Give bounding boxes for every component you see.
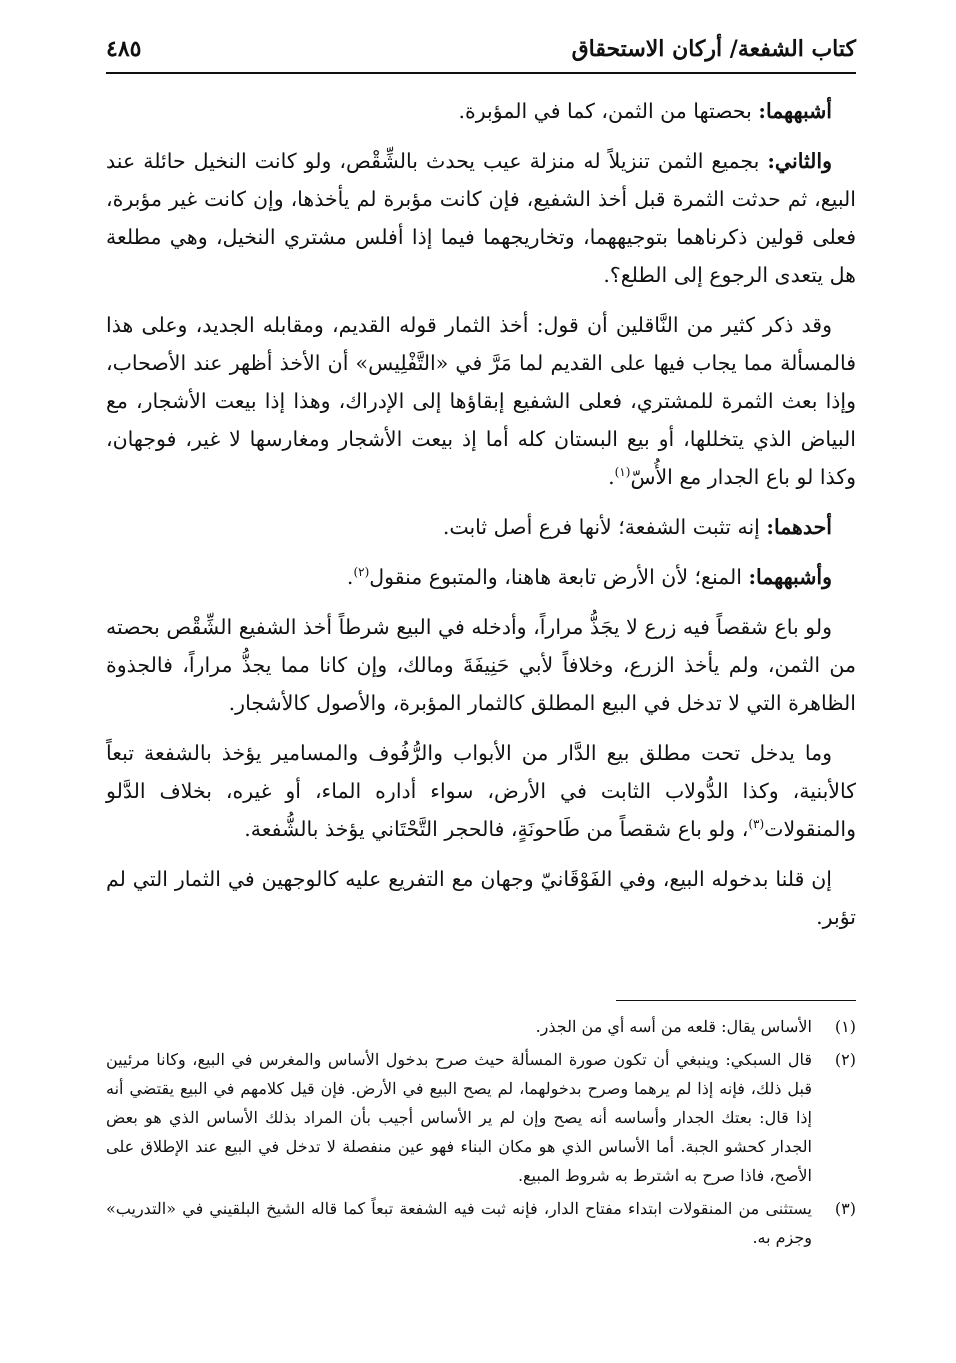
paragraph-keyword: أحدهما: — [766, 515, 832, 539]
footnote-number: (٢) — [834, 1050, 856, 1069]
page-number: ٤٨٥ — [106, 36, 142, 62]
paragraph-text: وما يدخل تحت مطلق بيع الدَّار من الأبواب والرُّفُوف والمسامير يؤخذ بالشفعة تبعاً كالأبنية، وكذا الدُّولاب الثابت في الأرض، سواء أداره الماء، أو غيره، بخلاف الدَّلو والمنقولات — [106, 741, 856, 841]
paragraph-keyword: والثاني: — [767, 149, 832, 173]
paragraph-1 — [106, 92, 856, 130]
paragraph-2 — [106, 142, 856, 294]
paragraph-3 — [106, 306, 856, 496]
footnote-number: (١) — [834, 1017, 856, 1036]
main-text — [106, 92, 856, 948]
paragraph-7 — [106, 734, 856, 848]
paragraph-text: إن قلنا بدخوله البيع، وفي الفَوْقَانيّ وجهان مع التفريع عليه كالوجهين في الثمار التي لم تؤبر. — [106, 867, 856, 929]
footnote-divider — [616, 1000, 856, 1001]
running-header — [106, 30, 856, 74]
footnote-1 — [106, 1012, 856, 1041]
paragraph-text: بحصتها من الثمن، كما في المؤبرة. — [458, 99, 759, 123]
footnote-2 — [106, 1045, 856, 1190]
paragraph-text: ولو باع شقصاً فيه زرع لا يجَذُّ مراراً، وأدخله في البيع شرطاً أخذ الشفيع الشِّقْص بحصته من الثمن، ولم يأخذ الزرع، وخلافاً لأبي حَنِيفَةَ ومالك، وإن كانا مما يجذُّ مراراً، فالجذوة الظاهرة التي لا تدخل في البيع المطلق كالثمار المؤبرة، والأصول كالأشجار. — [106, 615, 856, 715]
footnote-text: يستثنى من المنقولات ابتداء مفتاح الدار، فإنه ثبت فيه الشفعة تبعاً كما قاله الشيخ البلقيني في «التدريب» وجزم به. — [106, 1199, 812, 1247]
paragraph-5 — [106, 558, 856, 596]
footnote-ref-3[interactable]: (٣) — [748, 817, 765, 832]
paragraph-text: المنع؛ لأن الأرض تابعة هاهنا، والمتبوع منقول — [369, 565, 749, 589]
footnotes — [106, 1012, 856, 1256]
paragraph-keyword: أشبههما: — [758, 99, 832, 123]
footnote-ref-2[interactable]: (٢) — [353, 565, 370, 580]
paragraph-8 — [106, 860, 856, 936]
footnote-ref-1[interactable]: (١) — [614, 465, 631, 480]
paragraph-text: بجميع الثمن تنزيلاً له منزلة عيب يحدث بالشِّقْص، ولو كانت النخيل حائلة عند البيع، ثم حدثت الثمرة قبل أخذ الشفيع، فإن كانت مؤبرة لم يأخذها، وإن كانت غير مؤبرة، فعلى قولين ذكرناهما بتوجيههما، وتخاريجهما فيما إذا أفلس مشتري النخيل، وهي مطلعة هل يتعدى الرجوع إلى الطلع؟. — [106, 149, 856, 287]
paragraph-text: إنه تثبت الشفعة؛ لأنها فرع أصل ثابت. — [442, 515, 767, 539]
chapter-title: كتاب الشفعة/ أركان الاستحقاق — [571, 36, 856, 62]
paragraph-tail: . — [346, 565, 354, 589]
footnote-number: (٣) — [834, 1199, 856, 1218]
footnote-3 — [106, 1194, 856, 1252]
paragraph-text: وقد ذكر كثير من النَّاقلين أن قول: أخذ الثمار قوله القديم، ومقابله الجديد، وعلى هذا فالمسألة مما يجاب فيها على القديم لما مَرَّ في «التَّفْلِيس» أن الأخذ أظهر عند الأصحاب، وإذا بعث الثمرة للمشتري، فعلى الشفيع إبقاؤها إلى الإدراك، وهذا إذا بيعت الأشجار، مع البياض الذي يتخللها، أو بيع البستان كله أما إذ بيعت الأشجار ومغارسها لا غير، فوجهان، وكذا لو باع الجدار مع الأُسّ — [106, 313, 856, 489]
paragraph-tail: ، ولو باع شقصاً من طَاحونَةٍ، فالحجر التَّحْتَاني يؤخذ بالشُّفعة. — [244, 817, 749, 841]
paragraph-keyword: وأشبههما: — [748, 565, 832, 589]
footnote-text: الأساس يقال: قلعه من أسه أي من الجذر. — [535, 1017, 812, 1036]
paragraph-4 — [106, 508, 856, 546]
paragraph-6 — [106, 608, 856, 722]
paragraph-tail: . — [608, 465, 615, 489]
footnote-text: قال السبكي: وينبغي أن تكون صورة المسألة حيث صرح بدخول الأساس والمغرس في البيع، وكانا مرئيين قبل ذلك، فإنه إذا لم يرهما وصرح بدخولهما، لم يصح البيع في الأرض. فإن قيل كلامهم في البيع يقتضي أنه إذا قال: بعتك الجدار وأساسه أنه يصح وإن لم ير الأساس أجيب بأن المراد بذلك الأساس الذي هو بعض الجدار كحشو الجبة. أما الأساس الذي هو مكان البناء فهو عين منفصلة لا تدخل في البيع عند الإطلاق على الأصح، فاذا صرح به اشترط به شروط المبيع. — [106, 1050, 812, 1185]
